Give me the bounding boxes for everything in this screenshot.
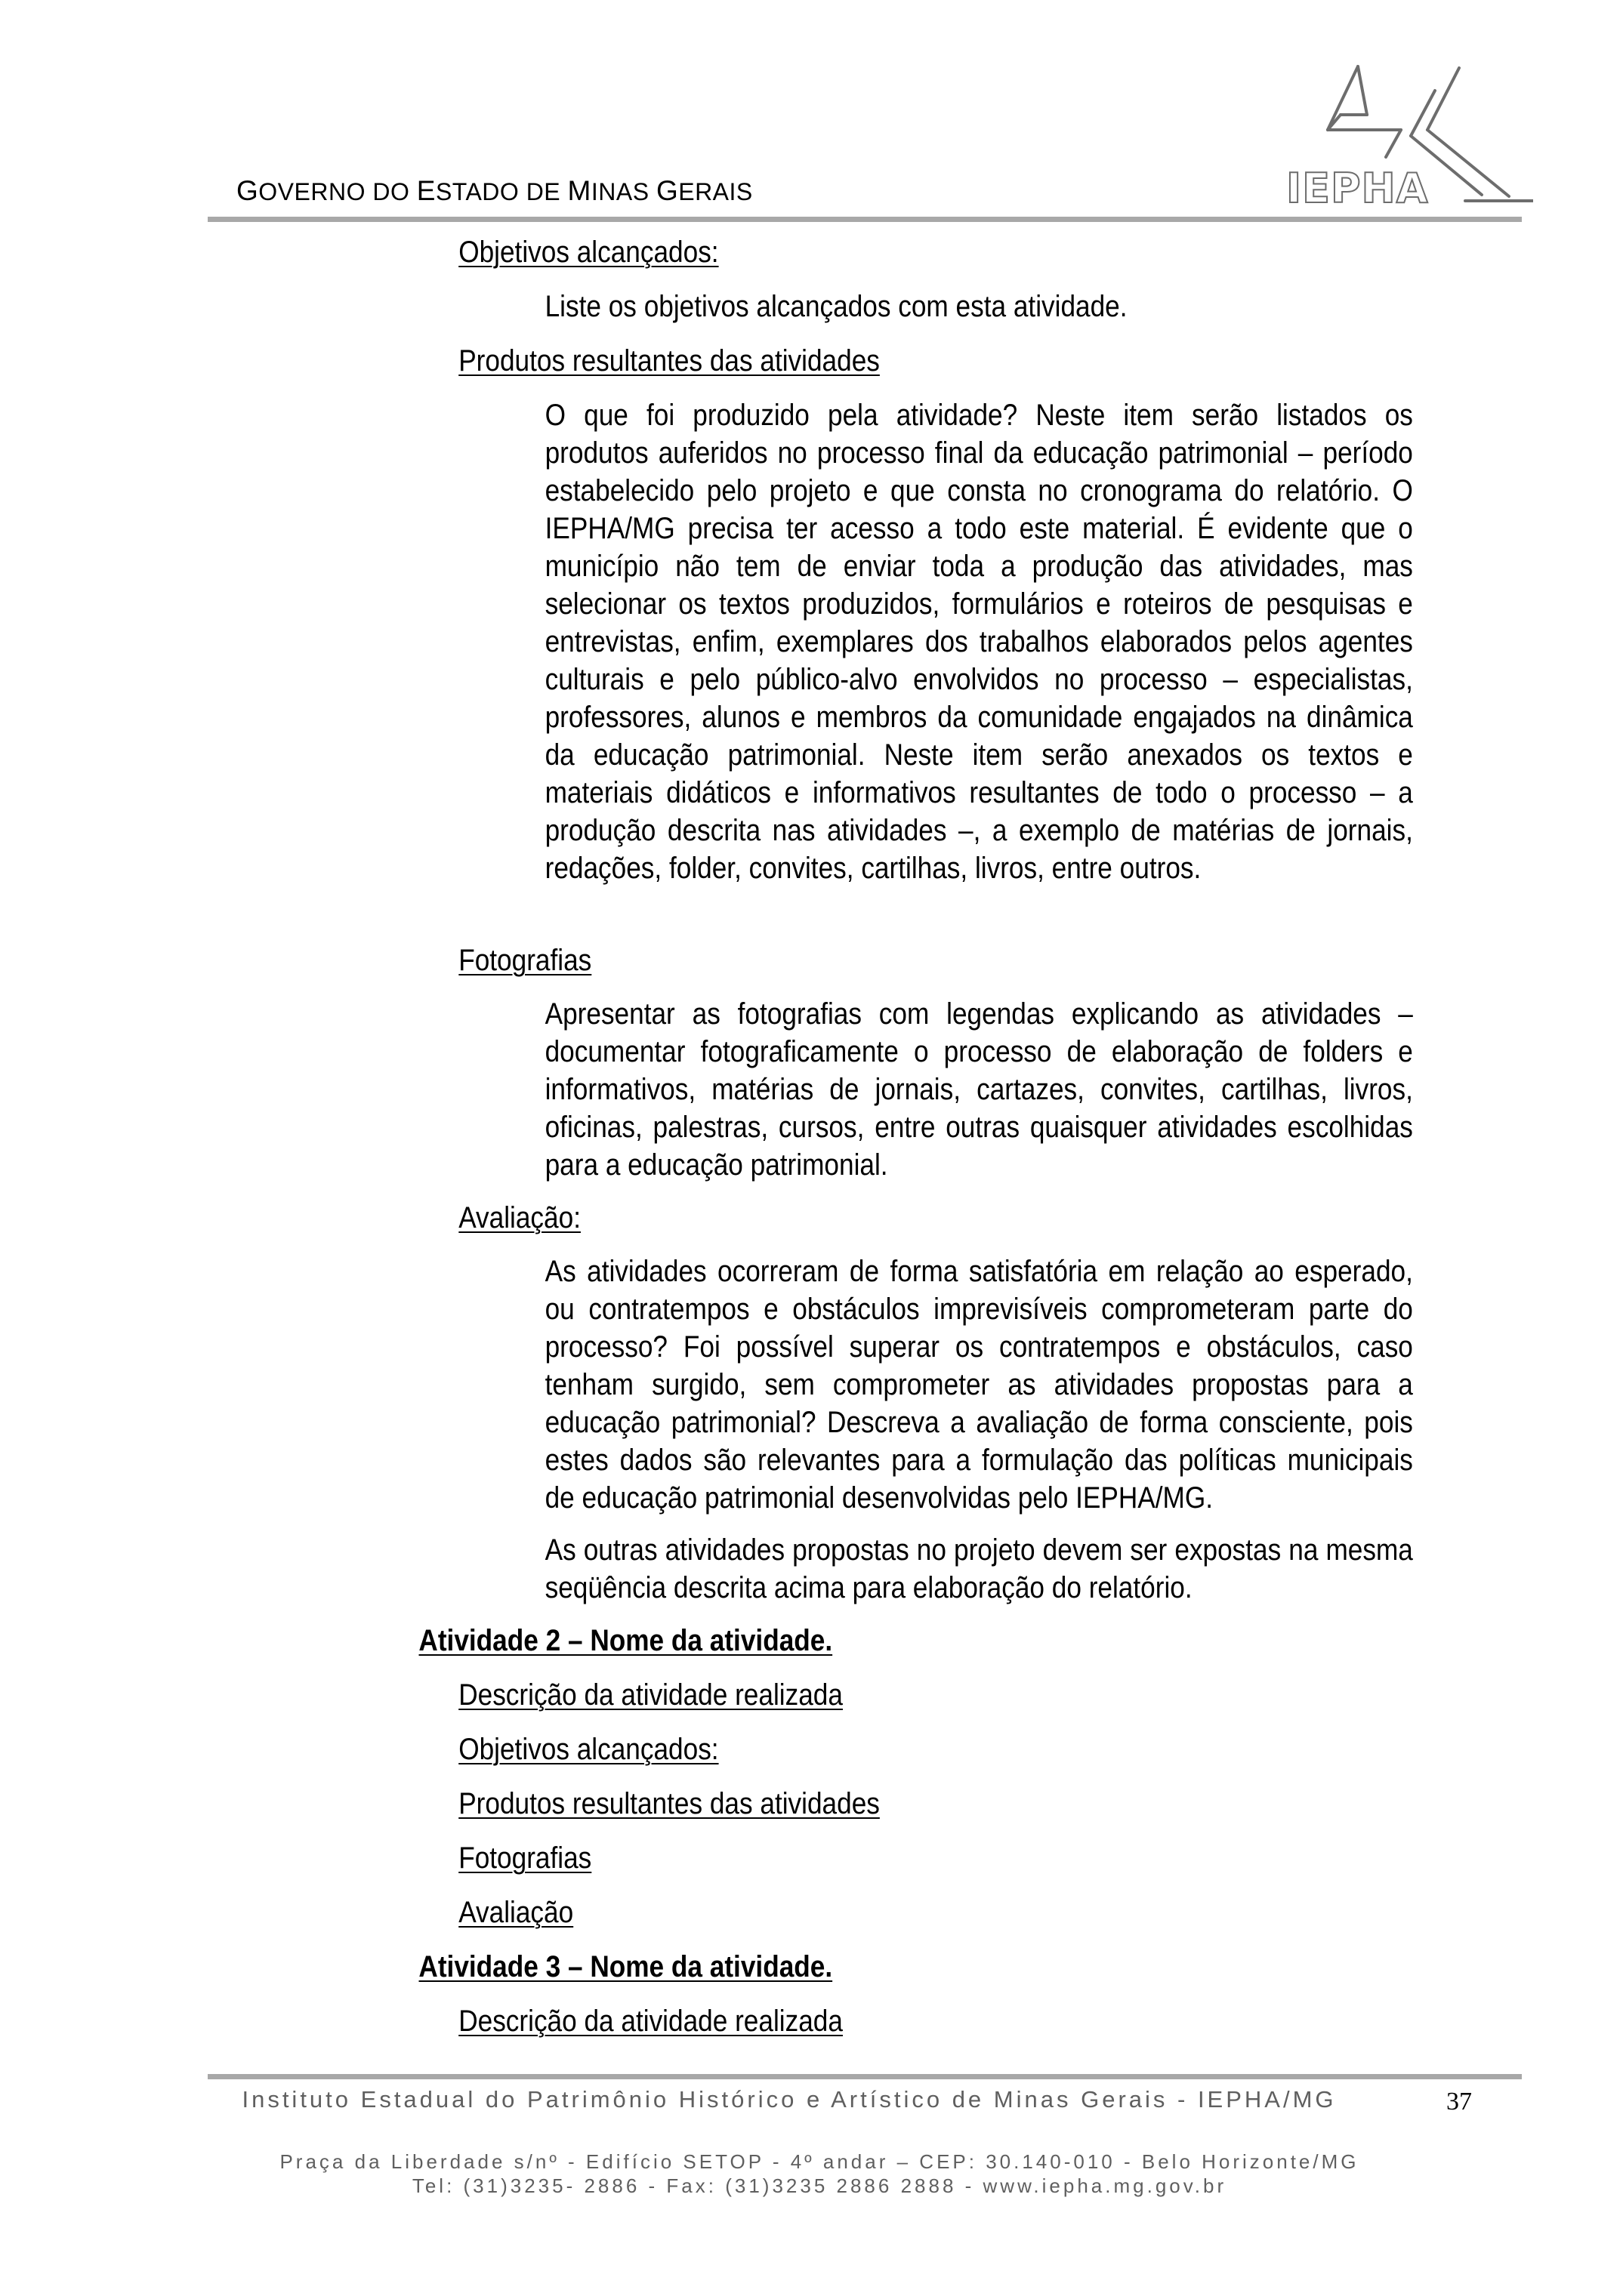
heading-produtos: Produtos resultantes das atividades	[458, 344, 880, 378]
a2-fotografias: Fotografias	[458, 1841, 592, 1875]
paragraph-avaliacao: As atividades ocorreram de forma satisfatória em relação ao esperado, ou contratempos e obstáculos imprevisíveis comprometeram parte do processo? Foi possível superar os contratempos e obstáculos, caso tenham surgido, sem comprometer as atividades propostas para a educação patrimonial? Descreva a avaliação de forma consciente, pois estes dados são relevantes para a formulação das políticas municipais de educação patrimonial desenvolvidas pelo IEPHA/MG.	[545, 1255, 1413, 1515]
heading-objetivos: Objetivos alcançados:	[458, 236, 719, 269]
paragraph-produtos: O que foi produzido pela atividade? Neste item serão listados os produtos auferidos no processo final da educação patrimonial – período estabelecido pelo projeto e que consta no cronograma do relatório. O IEPHA/MG precisa ter acesso a todo este material. É evidente que o município não tem de enviar toda a produção das atividades, mas selecionar os textos produzidos, formulários e roteiros de pesquisas e entrevistas, enfim, exemplares dos trabalhos elaborados pelos agentes culturais e pelo público-alvo envolvidos no processo – especialistas, professores, alunos e membros da comunidade engajados na dinâmica da educação patrimonial. Neste item serão anexados os textos e materiais didáticos e informativos resultantes de todo o processo – a produção descrita nas atividades –, a exemplo de matérias de jornais, redações, folder, convites, cartilhas, livros, entre outros.	[545, 399, 1413, 885]
footer-institution: Instituto Estadual do Patrimônio Histórico e Artístico de Minas Gerais - IEPHA/MG	[242, 2086, 1337, 2113]
a2-descricao: Descrição da atividade realizada	[458, 1678, 843, 1712]
paragraph-outras-atividades: As outras atividades propostas no projeto devem ser expostas na mesma seqüência descrita acima para elaboração do relatório.	[545, 1533, 1413, 1604]
heading-atividade-3: Atividade 3 – Nome da atividade.	[418, 1950, 833, 1983]
heading-fotografias: Fotografias	[458, 944, 592, 977]
logo-text: IEPHA	[1286, 165, 1429, 212]
heading-atividade-2: Atividade 2 – Nome da atividade.	[418, 1624, 833, 1657]
paragraph-fotografias: Apresentar as fotografias com legendas explicando as atividades – documentar fotograficamente o processo de elaboração de folders e informativos, matérias de jornais, cartazes, convites, cartilhas, livros, oficinas, palestras, cursos, entre outras quaisquer atividades escolhidas para a educação patrimonial.	[545, 997, 1413, 1182]
header-title: GOVERNO DO ESTADO DE MINAS GERAIS	[236, 175, 753, 206]
page-number: 37	[1446, 2088, 1472, 2116]
a2-objetivos: Objetivos alcançados:	[458, 1733, 719, 1766]
a2-produtos: Produtos resultantes das atividades	[458, 1787, 880, 1820]
a2-avaliacao: Avaliação	[458, 1896, 574, 1929]
heading-avaliacao: Avaliação:	[458, 1201, 581, 1234]
footer-divider	[208, 2074, 1522, 2079]
footer-address: Praça da Liberdade s/nº - Edifício SETOP - 4º andar – CEP: 30.140-010 - Belo Horizonte/MG	[279, 2150, 1359, 2173]
footer-contact: Tel: (31)3235- 2886 - Fax: (31)3235 2886 2888 - www.iepha.mg.gov.br	[412, 2174, 1227, 2197]
a3-descricao: Descrição da atividade realizada	[458, 2005, 843, 2038]
paragraph-objetivos: Liste os objetivos alcançados com esta atividade.	[545, 290, 1128, 323]
header-divider	[208, 217, 1522, 222]
